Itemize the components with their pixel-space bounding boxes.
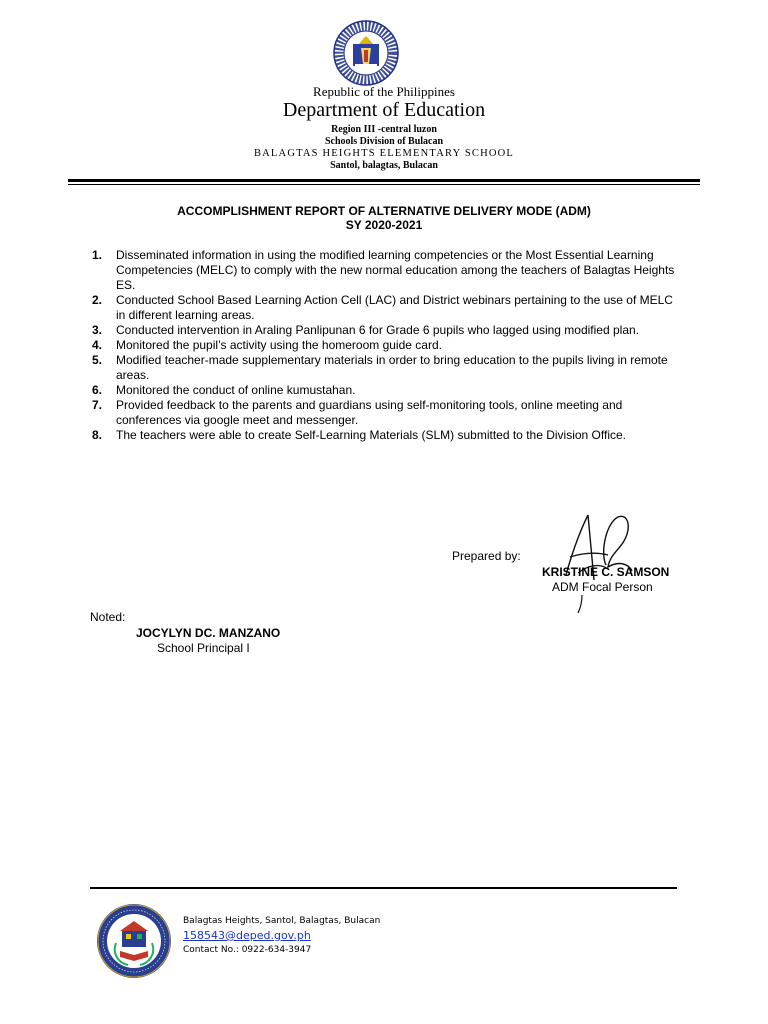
footer-contact: Contact No.: 0922-634-3947 (183, 945, 312, 955)
list-item-number: 5. (92, 353, 103, 367)
list-item (88, 398, 680, 428)
list-item-text: Provided feedback to the parents and guardians using self-monitoring tools, online meeting and conferences via google meet and messenger. (116, 398, 623, 427)
list-item-number: 1. (92, 248, 103, 262)
school-address: Santol, balagtas, Bulacan (330, 160, 438, 171)
list-item-number: 2. (92, 293, 103, 307)
preparer-position: ADM Focal Person (552, 580, 653, 594)
principal-position: School Principal I (157, 641, 250, 655)
list-item-number: 8. (92, 428, 103, 442)
list-item-text: Conducted School Based Learning Action Cell (LAC) and District webinars pertaining to the use of MELC in different learning areas. (116, 293, 673, 322)
list-item-text: Conducted intervention in Araling Panlipunan 6 for Grade 6 pupils who lagged using modified plan. (116, 323, 640, 337)
list-item-number: 3. (92, 323, 103, 337)
footer-email-link[interactable]: 158543@deped.gov.ph (183, 929, 311, 942)
department-name: Department of Education (282, 99, 486, 121)
deped-seal-icon (333, 20, 399, 86)
signature-icon (548, 505, 638, 615)
list-item-number: 4. (92, 338, 103, 352)
region-label: Region III -central luzon (331, 124, 437, 135)
preparer-name: KRISTINE C. SAMSON (542, 565, 670, 579)
school-name: BALAGTAS HEIGHTS ELEMENTARY SCHOOL (253, 148, 515, 159)
list-item-number: 7. (92, 398, 103, 412)
list-item (88, 248, 680, 293)
list-item (88, 383, 680, 398)
list-item-text: The teachers were able to create Self-Learning Materials (SLM) submitted to the Division Office. (116, 428, 627, 442)
footer-address: Balagtas Heights, Santol, Balagtas, Bulacan (183, 916, 381, 926)
list-item (88, 338, 680, 353)
list-item (88, 353, 680, 383)
list-item (88, 323, 680, 338)
school-logo-icon (96, 903, 172, 979)
division-label: Schools Division of Bulacan (324, 136, 444, 147)
accomplishment-list (88, 248, 680, 443)
list-item (88, 428, 680, 443)
header-divider-thin (68, 184, 700, 185)
list-item-text: Disseminated information in using the modified learning competencies or the Most Essential Learning Competencies (MELC) to comply with the new normal education among the teachers of Balagtas Heights ES. (116, 248, 675, 292)
list-item-text: Monitored the pupil’s activity using the homeroom guide card. (116, 338, 442, 352)
list-item-text: Modified teacher-made supplementary materials in order to bring education to the pupils living in remote areas. (116, 353, 668, 382)
principal-name: JOCYLYN DC. MANZANO (136, 626, 281, 640)
noted-label: Noted: (90, 610, 126, 624)
header-divider-thick (68, 179, 700, 182)
prepared-by-label: Prepared by: (452, 549, 521, 563)
list-item-text: Monitored the conduct of online kumustahan. (116, 383, 356, 397)
report-title: ACCOMPLISHMENT REPORT OF ALTERNATIVE DELIVERY MODE (ADM) (177, 204, 591, 218)
footer-divider (90, 887, 677, 889)
report-school-year: SY 2020-2021 (345, 218, 423, 232)
republic-label: Republic of the Philippines (313, 84, 455, 99)
list-item-number: 6. (92, 383, 103, 397)
list-item (88, 293, 680, 323)
